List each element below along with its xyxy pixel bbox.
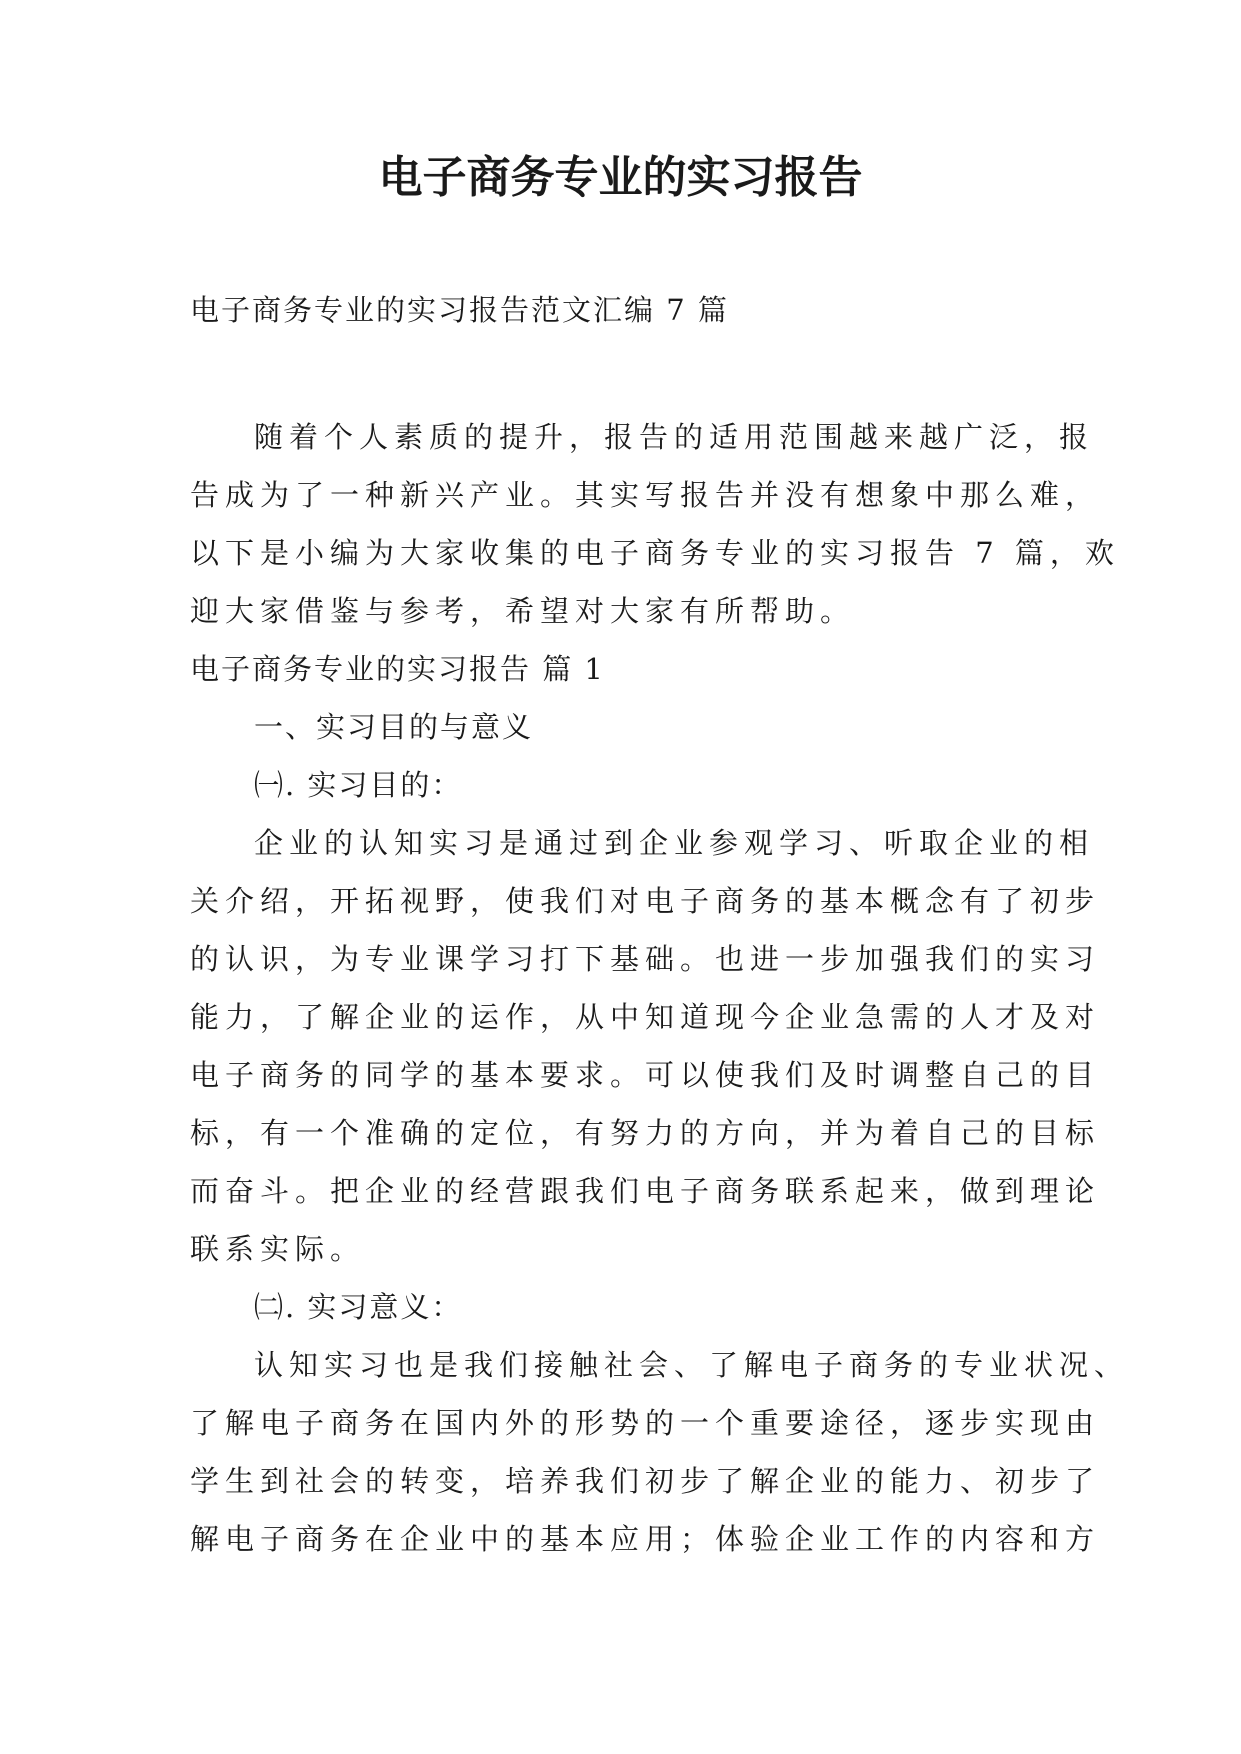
intro-line: 以下是小编为大家收集的电子商务专业的实习报告 7 篇，欢 xyxy=(190,536,1120,570)
purpose-line: 联系实际。 xyxy=(190,1232,366,1266)
intro-line: 告成为了一种新兴产业。其实写报告并没有想象中那么难， xyxy=(190,478,1101,512)
intro-line: 随着个人素质的提升，报告的适用范围越来越广泛，报 xyxy=(254,420,1095,454)
meaning-line: 认知实习也是我们接触社会、了解电子商务的专业状况、 xyxy=(254,1348,1130,1382)
intro-paragraph xyxy=(190,408,1120,640)
meaning-line: 解电子商务在企业中的基本应用；体验企业工作的内容和方 xyxy=(190,1522,1101,1556)
meaning-line: 学生到社会的转变，培养我们初步了解企业的能力、初步了 xyxy=(190,1464,1101,1498)
purpose-line: 标，有一个准确的定位，有努力的方向，并为着自己的目标 xyxy=(190,1116,1101,1150)
purpose-line: 关介绍，开拓视野，使我们对电子商务的基本概念有了初步 xyxy=(190,884,1101,918)
purpose-line: 而奋斗。把企业的经营跟我们电子商务联系起来，做到理论 xyxy=(190,1174,1101,1208)
intro-line: 迎大家借鉴与参考，希望对大家有所帮助。 xyxy=(190,594,856,628)
meaning-paragraph xyxy=(190,1336,1130,1568)
heading-meaning: ㈡. 实习意义： xyxy=(254,1290,463,1324)
document-title: 电子商务专业的实习报告 xyxy=(378,152,863,203)
heading-purpose: ㈠. 实习目的： xyxy=(254,768,463,802)
section-title: 电子商务专业的实习报告 篇 1 xyxy=(190,652,605,686)
purpose-line: 的认识，为专业课学习打下基础。也进一步加强我们的实习 xyxy=(190,942,1101,976)
purpose-line: 电子商务的同学的基本要求。可以使我们及时调整自己的目 xyxy=(190,1058,1101,1092)
purpose-paragraph xyxy=(190,814,1101,1278)
purpose-line: 企业的认知实习是通过到企业参观学习、听取企业的相 xyxy=(254,826,1095,860)
meaning-line: 了解电子商务在国内外的形势的一个重要途径，逐步实现由 xyxy=(190,1406,1101,1440)
document-subtitle: 电子商务专业的实习报告范文汇编 7 篇 xyxy=(190,293,729,327)
purpose-line: 能力，了解企业的运作，从中知道现今企业急需的人才及对 xyxy=(190,1000,1101,1034)
heading-purpose-and-meaning: 一、实习目的与意义 xyxy=(254,710,534,744)
document-body xyxy=(190,408,1130,1568)
